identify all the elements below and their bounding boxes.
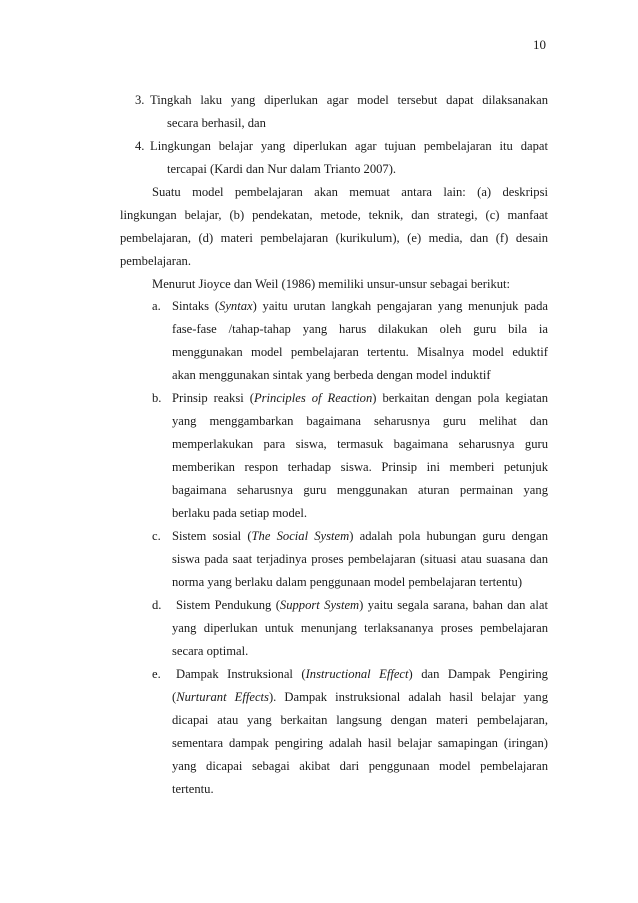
term-syntax: Syntax xyxy=(219,299,253,313)
list-marker-a: a. xyxy=(152,299,161,313)
item-d-line-1: Sistem Pendukung (Support System) yaitu segala sarana, bahan dan alat xyxy=(176,598,548,612)
list-item-3-line-1: Tingkah laku yang diperlukan agar model tersebut dapat dilaksanakan xyxy=(150,93,548,107)
item-b-line-1: Prinsip reaksi (Principles of Reaction) berkaitan dengan pola kegiatan xyxy=(172,391,548,405)
item-e-line-2: (Nurturant Effects). Dampak instruksional adalah hasil belajar yang xyxy=(172,690,548,704)
item-b-line-5: bagaimana seharusnya guru menggunakan aturan permainan yang xyxy=(172,483,548,497)
paragraph-1-line-3: pembelajaran, (d) materi pembelajaran (kurikulum), (e) media, dan (f) desain xyxy=(120,231,548,245)
item-b-line-3: memperlakukan para siswa, termasuk bagaimana seharusnya guru xyxy=(172,437,548,451)
list-marker-4: 4. xyxy=(135,139,145,153)
item-a-line-3: menggunakan model pembelajaran tertentu. Misalnya model eduktif xyxy=(172,345,548,359)
term-instructional-effect: Instructional Effect xyxy=(305,667,409,681)
paragraph-1-line-1: Suatu model pembelajaran akan memuat antara lain: (a) deskripsi xyxy=(152,185,548,199)
term-principles-of-reaction: Principles of Reaction xyxy=(253,391,373,405)
page-number: 10 xyxy=(533,37,546,52)
paragraph-1-line-2: lingkungan belajar, (b) pendekatan, metode, teknik, dan strategi, (c) manfaat xyxy=(120,208,548,222)
item-d-line-2: yang diperlukan untuk menunjang terlaksananya proses pembelajaran xyxy=(172,621,548,635)
item-e-line-3: dicapai atau yang berkaitan langsung dengan materi pembelajaran, xyxy=(172,713,548,727)
item-e-line-6: tertentu. xyxy=(172,782,214,796)
list-item-4-line-2: tercapai (Kardi dan Nur dalam Trianto 2007). xyxy=(167,162,397,176)
item-b-line-4: memberikan respon terhadap siswa. Prinsip ini memberi petunjuk xyxy=(172,460,548,474)
item-c-line-2: siswa pada saat terjadinya proses pembelajaran (situasi atau suasana dan xyxy=(172,552,548,566)
item-b-line-2: yang menggambarkan bagaimana seharusnya guru melihat dan xyxy=(172,414,548,428)
item-b-line-6: berlaku pada setiap model. xyxy=(172,506,307,520)
item-a-line-1: Sintaks (Syntax) yaitu urutan langkah pengajaran yang menunjuk pada xyxy=(172,299,548,313)
item-c-line-1: Sistem sosial (The Social System) adalah pola hubungan guru dengan xyxy=(172,529,548,543)
list-marker-3: 3. xyxy=(135,93,145,107)
term-the-social-system: The Social System xyxy=(251,529,350,543)
term-support-system: Support System xyxy=(279,598,360,612)
item-c-line-3: norma yang berlaku dalam penggunaan model pembelajaran tertentu) xyxy=(172,575,523,589)
item-d-line-3: secara optimal. xyxy=(172,644,249,658)
list-item-3-line-2: secara berhasil, dan xyxy=(167,116,266,130)
list-marker-c: c. xyxy=(152,529,161,543)
list-marker-b: b. xyxy=(152,391,162,405)
paragraph-1-line-4: pembelajaran. xyxy=(120,254,191,268)
paragraph-2: Menurut Jioyce dan Weil (1986) memiliki unsur-unsur sebagai berikut: xyxy=(152,277,511,291)
item-e-line-4: sementara dampak pengiring adalah hasil belajar samapingan (iringan) xyxy=(172,736,548,750)
item-a-line-4: akan menggunakan sintak yang berbeda dengan model induktif xyxy=(172,368,491,382)
list-item-4-line-1: Lingkungan belajar yang diperlukan agar tujuan pembelajaran itu dapat xyxy=(150,139,548,153)
item-e-line-1: Dampak Instruksional (Instructional Effect) dan Dampak Pengiring xyxy=(176,667,548,681)
term-nurturant-effects: Nurturant Effects xyxy=(176,690,269,704)
item-a-line-2: fase-fase /tahap-tahap yang harus dilakukan oleh guru bila ia xyxy=(172,322,548,336)
item-e-line-5: yang dicapai sebagai akibat dari penggunaan model pembelajaran xyxy=(172,759,548,773)
list-marker-e: e. xyxy=(152,667,161,681)
list-marker-d: d. xyxy=(152,598,162,612)
